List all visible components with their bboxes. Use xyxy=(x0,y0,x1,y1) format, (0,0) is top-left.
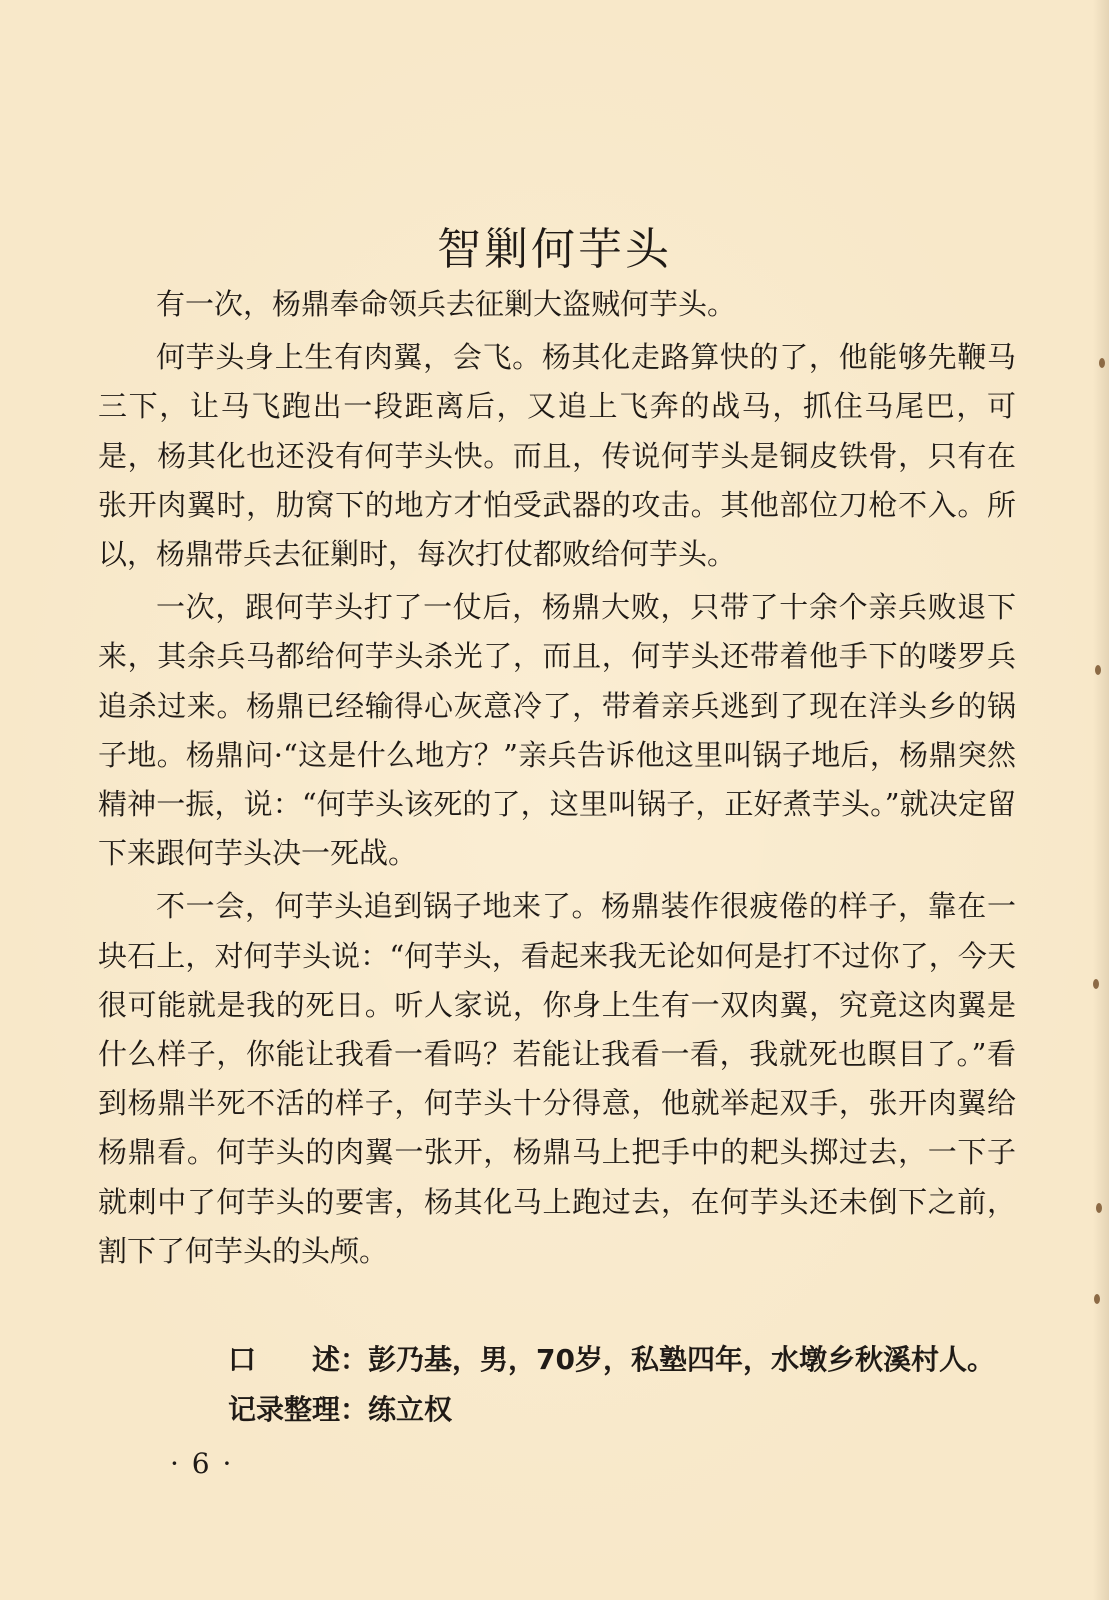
paper-stain xyxy=(1095,665,1101,675)
paper-stain xyxy=(1093,979,1099,989)
paper-stain xyxy=(1094,1294,1100,1304)
story-body xyxy=(98,280,1016,1280)
paper-stain xyxy=(1099,358,1105,368)
paper-stain xyxy=(1096,1203,1102,1213)
narrator-label: 口 述： xyxy=(228,1343,369,1376)
story-paragraph: 不一会，何芋头追到锅子地来了。杨鼎装作很疲倦的样子，靠在一块石上，对何芋头说：“何芋头，看起来我无论如何是打不过你了，今天很可能就是我的死日。听人家说，你身上生有一双肉翼，究竟这肉翼是什么样子，你能让我看一看吗？若能让我看一看，我就死也瞑目了。”看到杨鼎半死不活的样子，何芋头十分得意，他就举起双手，张开肉翼给杨鼎看。何芋头的肉翼一张开，杨鼎马上把手中的耙头掷过去，一下子就刺中了何芋头的要害，杨其化马上跑过去，在何芋头还未倒下之前，割下了何芋头的头颅。 xyxy=(98,889,1016,1268)
recorder-line xyxy=(228,1385,995,1435)
recorder-label: 记录整理： xyxy=(228,1393,369,1426)
recorder-value: 练立权 xyxy=(368,1393,453,1426)
narrator-value: 彭乃基，男，70岁，私塾四年，水墩乡秋溪村人。 xyxy=(368,1343,995,1376)
story-paragraph: 一次，跟何芋头打了一仗后，杨鼎大败，只带了十余个亲兵败退下来，其余兵马都给何芋头杀光了，而且，何芋头还带着他手下的喽罗兵追杀过来。杨鼎已经输得心灰意冷了，带着亲兵逃到了现在洋头乡的锅子地。杨鼎问·“这是什么地方？”亲兵告诉他这里叫锅子地后，杨鼎突然精神一振，说：“何芋头该死的了，这里叫锅子，正好煮芋头。”就决定留下来跟何芋头决一死战。 xyxy=(98,590,1016,871)
page-number: · 6 · xyxy=(170,1447,234,1480)
story-title: 智剿何芋头 xyxy=(437,224,672,276)
narrator-line xyxy=(228,1335,995,1385)
story-paragraph: 何芋头身上生有肉翼，会飞。杨其化走路算快的了，他能够先鞭马三下，让马飞跑出一段距离后，又追上飞奔的战马，抓住马尾巴，可是，杨其化也还没有何芋头快。而且，传说何芋头是铜皮铁骨，只有在张开肉翼时，肋窝下的地方才怕受武器的攻击。其他部位刀枪不入。所以，杨鼎带兵去征剿时，每次打仗都败给何芋头。 xyxy=(98,340,1016,572)
story-paragraph: 有一次，杨鼎奉命领兵去征剿大盗贼何芋头。 xyxy=(156,287,737,321)
story-credits xyxy=(228,1335,995,1435)
